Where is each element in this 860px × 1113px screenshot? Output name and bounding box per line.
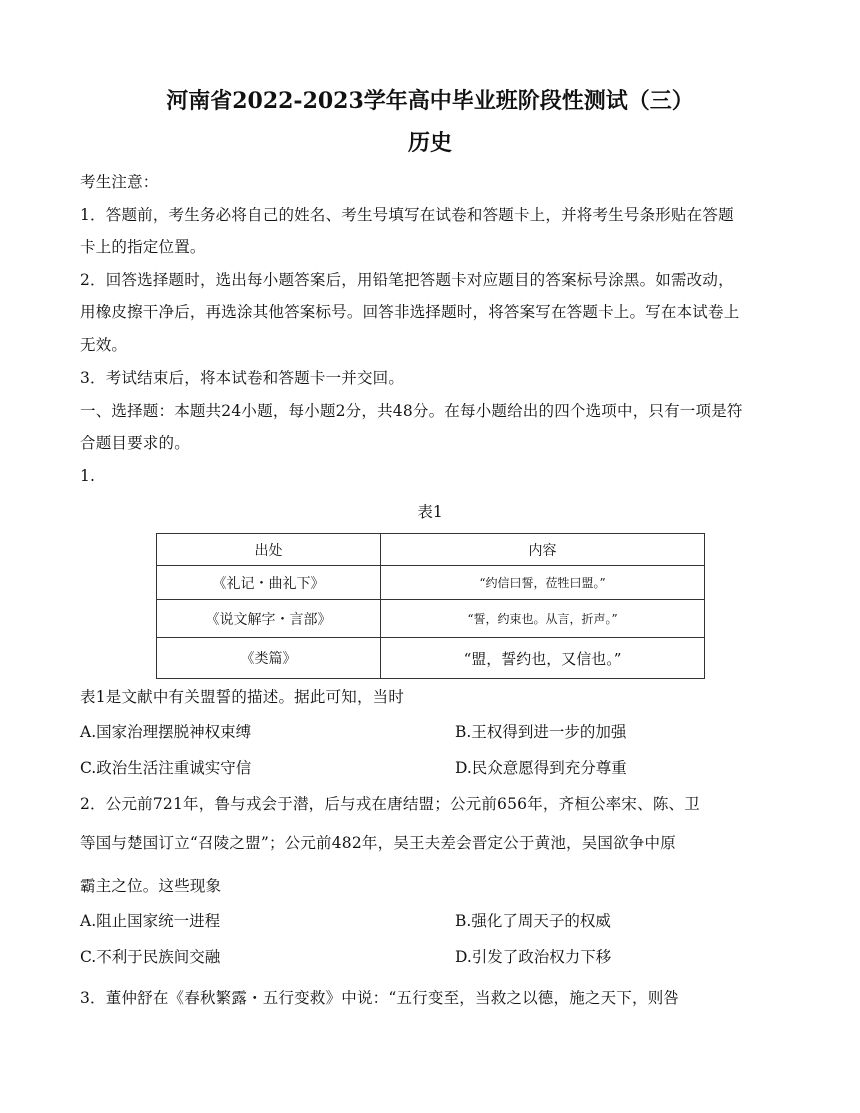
option-b[interactable]: B.强化了周天子的权威 xyxy=(455,912,611,930)
table-caption: 表1 xyxy=(417,503,443,521)
option-d[interactable]: D.民众意愿得到充分尊重 xyxy=(455,759,627,777)
option-c[interactable]: C.不利于民族间交融 xyxy=(80,948,221,966)
section-heading-cont: 合题目要求的。 xyxy=(80,434,190,452)
notice-line: 1．答题前，考生务必将自己的姓名、考生号填写在试卷和答题卡上，并将考生号条形贴在答题 xyxy=(80,206,734,224)
table-cell-source: 《礼记・曲礼下》 xyxy=(157,566,381,600)
table-cell-content: “誓，约束也。从言，折声。” xyxy=(381,600,705,638)
notice-line: 无效。 xyxy=(80,336,128,354)
question-stem: 3．董仲舒在《春秋繁露・五行变救》中说：“五行变至，当救之以德，施之天下，则咎 xyxy=(80,989,680,1007)
question-stem: 2．公元前721年，鲁与戎会于潜，后与戎在唐结盟；公元前656年，齐桓公率宋、陈、卫 xyxy=(80,795,700,813)
table-cell-content: “约信曰誓，莅牲曰盟。” xyxy=(381,566,705,600)
table-header-cell: 出处 xyxy=(157,534,381,566)
question-stem-cont: 等国与楚国订立“召陵之盟”；公元前482年，吴王夫差会晋定公于黄池，吴国欲争中原 xyxy=(80,834,676,852)
table-row xyxy=(157,638,705,679)
notice-line: 用橡皮擦干净后，再选涂其他答案标号。回答非选择题时，将答案写在答题卡上。写在本试卷上 xyxy=(80,303,740,321)
table-header-row xyxy=(157,534,705,566)
table-cell-content: “盟，誓约也，又信也。” xyxy=(381,638,705,679)
notice-line: 2．回答选择题时，选出每小题答案后，用铅笔把答题卡对应题目的答案标号涂黑。如需改动， xyxy=(80,271,734,289)
question-stem: 表1是文献中有关盟誓的描述。据此可知，当时 xyxy=(80,688,405,706)
question-stem-cont: 霸主之位。这些现象 xyxy=(80,877,222,895)
exam-title: 河南省2022-2023学年高中毕业班阶段性测试（三） xyxy=(166,88,694,114)
table-cell-source: 《说文解字・言部》 xyxy=(157,600,381,638)
subject-title: 历史 xyxy=(407,130,452,156)
source-table xyxy=(156,533,705,679)
table-header-cell: 内容 xyxy=(381,534,705,566)
notice-heading: 考生注意： xyxy=(80,173,159,191)
notice-line: 卡上的指定位置。 xyxy=(80,238,206,256)
table-row xyxy=(157,566,705,600)
question-number: 1. xyxy=(80,467,96,485)
option-c[interactable]: C.政治生活注重诚实守信 xyxy=(80,759,252,777)
notice-line: 3．考试结束后，将本试卷和答题卡一并交回。 xyxy=(80,369,405,387)
table-row xyxy=(157,600,705,638)
table-cell-source: 《类篇》 xyxy=(157,638,381,679)
option-a[interactable]: A.阻止国家统一进程 xyxy=(80,912,221,930)
section-heading: 一、选择题：本题共24小题，每小题2分，共48分。在每小题给出的四个选项中，只有一项是符 xyxy=(80,402,743,420)
option-b[interactable]: B.王权得到进一步的加强 xyxy=(455,723,627,741)
option-d[interactable]: D.引发了政治权力下移 xyxy=(455,948,612,966)
option-a[interactable]: A.国家治理摆脱神权束缚 xyxy=(80,723,252,741)
